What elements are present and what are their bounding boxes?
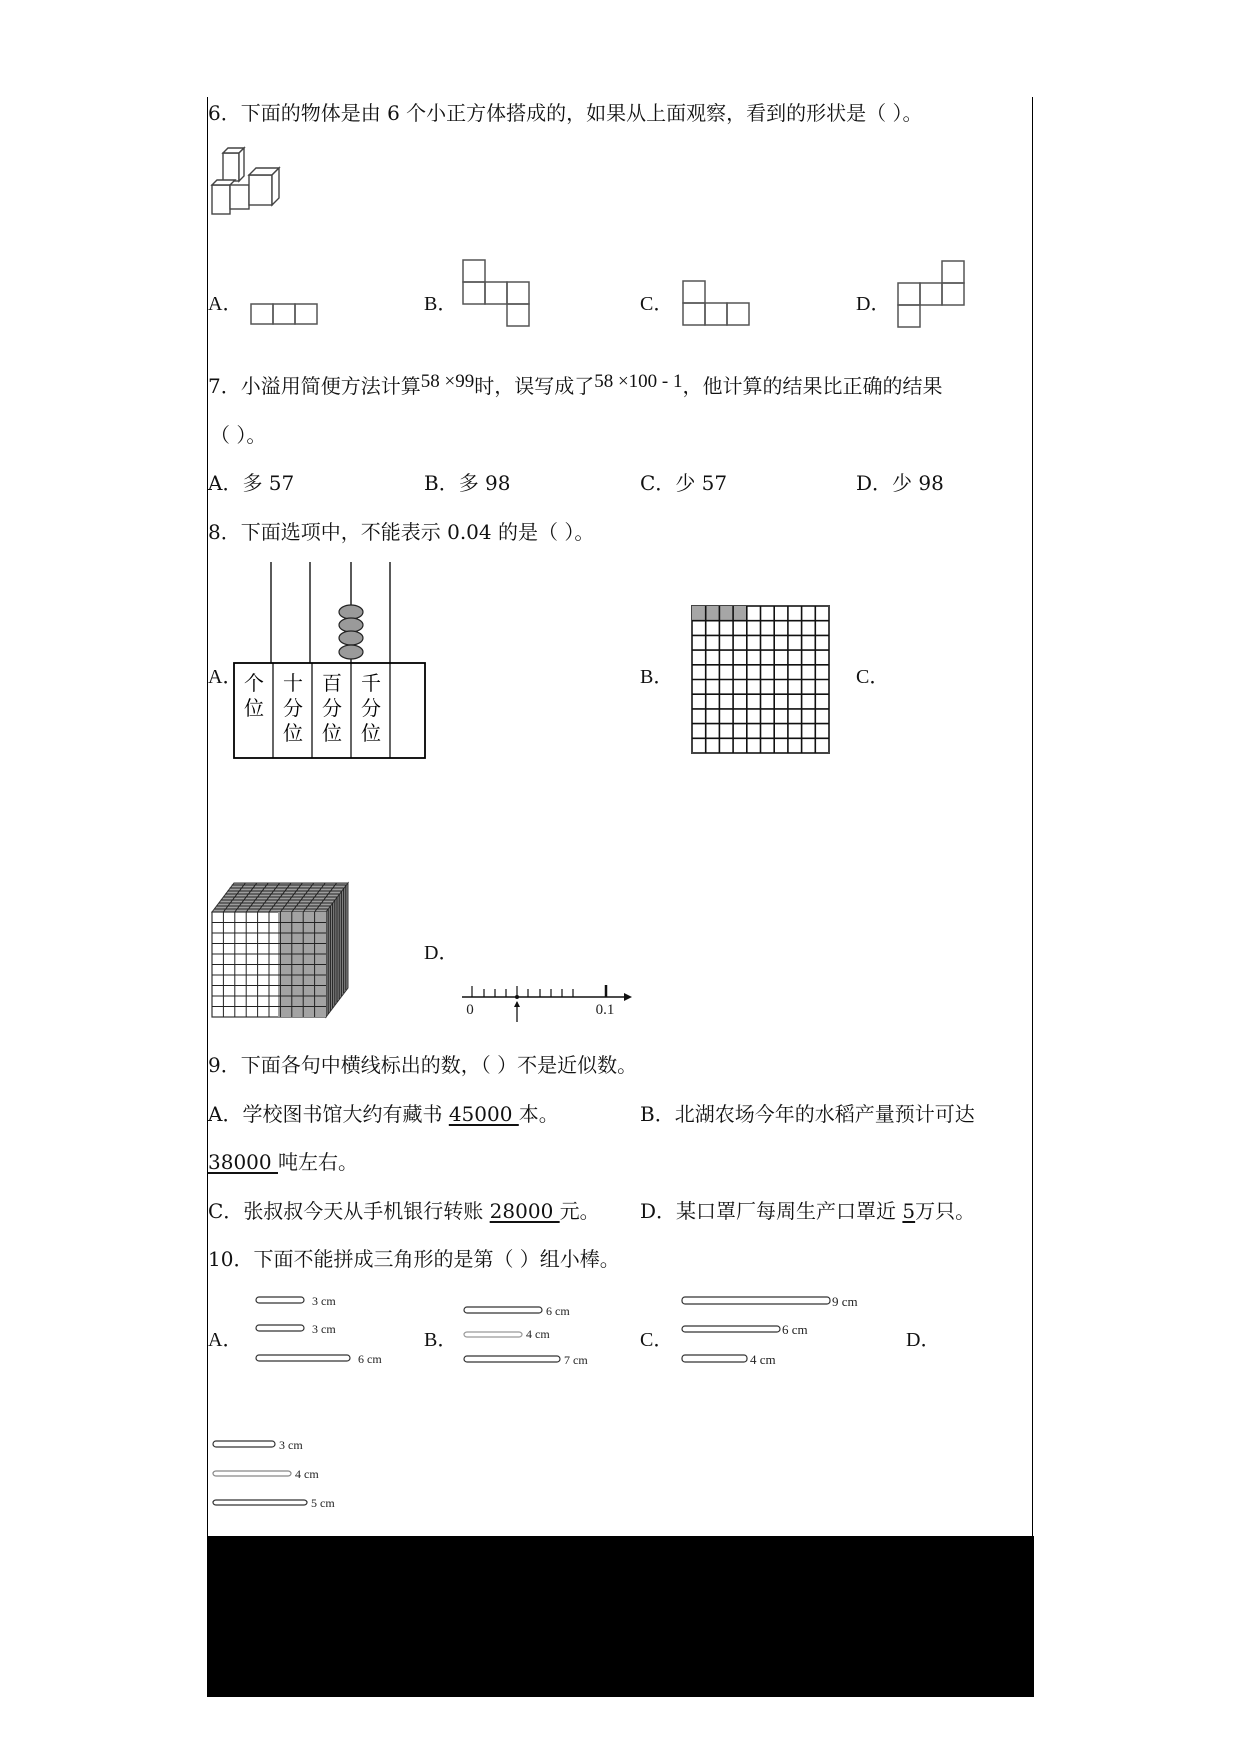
question-text-part: ，他计算的结果比正确的结果 (682, 374, 943, 398)
underlined-number: 38000 (208, 1150, 278, 1174)
option-text: 多 98 (458, 471, 511, 495)
cube-arrangement-figure (212, 150, 312, 216)
q7-option-c[interactable] (640, 471, 727, 495)
q10-option-b-label[interactable]: B． (424, 1329, 458, 1351)
math-expression-1: 58 ×99 (420, 371, 475, 392)
q10-option-d-label[interactable]: D． (906, 1329, 941, 1351)
question-text-part: 时，误写成了 (474, 374, 595, 398)
svg-text:4 cm: 4 cm (526, 1327, 550, 1341)
svg-text:分: 分 (361, 696, 381, 720)
svg-text:3 cm: 3 cm (312, 1294, 336, 1308)
svg-text:4 cm: 4 cm (295, 1467, 319, 1481)
q6-option-a-figure (250, 302, 320, 326)
option-label: A． (208, 1102, 243, 1126)
option-text: 张叔叔今天从手机银行转账 (243, 1199, 490, 1223)
q6-option-b-label[interactable]: B． (424, 293, 458, 315)
svg-text:分: 分 (322, 696, 342, 720)
option-text: 少 57 (675, 471, 728, 495)
svg-text:位: 位 (322, 721, 342, 745)
question-text: 下面的物体是由 6 个小正方体搭成的，如果从上面观察，看到的形状是（ ）。 (240, 101, 923, 125)
question-text: 下面各句中横线标出的数，（ ）不是近似数。 (240, 1053, 638, 1077)
q8-option-b-label[interactable]: B． (640, 666, 674, 688)
q6-option-d-figure (897, 260, 967, 330)
math-expression-2: 58 ×100 - 1 (594, 371, 683, 392)
question-text: 下面选项中，不能表示 0.04 的是（ ）。 (240, 520, 595, 544)
svg-text:百: 百 (322, 671, 342, 695)
q8-option-c-label[interactable]: C． (856, 666, 890, 688)
svg-text:十: 十 (283, 671, 303, 695)
q8-option-a-label[interactable]: A． (208, 666, 243, 688)
question-9 (208, 1053, 637, 1077)
underlined-number: 45000 (448, 1102, 519, 1126)
option-label: B． (640, 1102, 675, 1126)
question-number: 7． (208, 374, 241, 398)
underlined-number: 28000 (489, 1199, 560, 1223)
option-label: D． (640, 1199, 677, 1223)
option-label: B． (424, 471, 459, 495)
abacus-figure (234, 560, 434, 760)
number-line-end: 0.1 (595, 1002, 615, 1018)
option-label: C． (208, 1199, 244, 1223)
q6-option-c-label[interactable]: C． (640, 293, 674, 315)
svg-text:位: 位 (244, 696, 264, 720)
question-6 (208, 101, 923, 125)
option-text: 多 57 (242, 471, 295, 495)
option-label: D． (856, 471, 893, 495)
option-text: 北湖农场今年的水稻产量预计可达 (674, 1102, 975, 1126)
svg-text:5 cm: 5 cm (311, 1496, 335, 1510)
svg-text:6 cm: 6 cm (358, 1352, 382, 1366)
q9-option-b-cont[interactable] (208, 1150, 358, 1174)
question-number: 8． (208, 520, 241, 544)
q9-option-a[interactable] (208, 1102, 559, 1126)
option-text: 本。 (518, 1102, 559, 1126)
question-number: 6． (208, 101, 241, 125)
q7-option-b[interactable] (424, 471, 511, 495)
redacted-black-bar (207, 1536, 1034, 1697)
question-7 (208, 371, 943, 400)
svg-text:3 cm: 3 cm (279, 1438, 303, 1452)
svg-text:位: 位 (283, 721, 303, 745)
q7-option-d[interactable] (856, 471, 944, 495)
question-7-line2: （ ）。 (210, 423, 267, 447)
option-text: 某口罩厂每周生产口罩近 (676, 1199, 903, 1223)
q6-option-c-figure (682, 280, 754, 330)
question-text: 下面不能拼成三角形的是第（ ）组小棒。 (253, 1247, 620, 1271)
svg-text:位: 位 (361, 721, 381, 745)
question-number: 9． (208, 1053, 241, 1077)
q6-option-a-label[interactable]: A． (208, 293, 243, 315)
svg-text:分: 分 (283, 696, 303, 720)
q10-option-b-sticks (464, 1303, 604, 1367)
q7-option-a[interactable] (208, 471, 294, 495)
option-label: A． (208, 471, 243, 495)
svg-text:个: 个 (244, 671, 264, 695)
question-text-part: 小溢用简便方法计算 (240, 374, 421, 398)
q8-option-d-label[interactable]: D． (424, 942, 459, 964)
underlined-number: 5 (902, 1199, 916, 1223)
svg-text:3 cm: 3 cm (312, 1322, 336, 1336)
option-text: 少 98 (892, 471, 944, 495)
question-8 (208, 520, 594, 544)
svg-text:4 cm: 4 cm (750, 1352, 776, 1367)
q9-option-b[interactable] (640, 1102, 975, 1126)
svg-text:千: 千 (361, 671, 381, 695)
q9-option-d[interactable] (640, 1199, 975, 1223)
number-line-figure (462, 980, 632, 1025)
q9-option-c[interactable] (208, 1199, 600, 1223)
hundred-grid-figure (691, 605, 831, 755)
number-line-start: 0 (466, 1002, 474, 1018)
svg-text:6 cm: 6 cm (546, 1304, 570, 1318)
svg-text:7 cm: 7 cm (564, 1353, 588, 1367)
q6-option-b-figure (462, 259, 534, 329)
q10-option-a-label[interactable]: A． (208, 1329, 243, 1351)
q10-option-d-sticks (213, 1437, 373, 1509)
question-number: 10． (208, 1247, 254, 1271)
q10-option-a-sticks (256, 1293, 396, 1366)
question-10 (208, 1247, 620, 1271)
svg-text:6 cm: 6 cm (782, 1322, 808, 1337)
option-text: 学校图书馆大约有藏书 (242, 1102, 449, 1126)
option-text: 吨左右。 (277, 1150, 358, 1174)
option-text: 万只。 (915, 1199, 976, 1223)
q10-option-c-label[interactable]: C． (640, 1329, 674, 1351)
q6-option-d-label[interactable]: D． (856, 293, 891, 315)
svg-text:9 cm: 9 cm (832, 1294, 858, 1309)
option-label: C． (640, 471, 676, 495)
option-text: 元。 (559, 1199, 600, 1223)
q10-option-c-sticks (682, 1293, 862, 1365)
thousand-cube-figure (212, 882, 352, 1017)
